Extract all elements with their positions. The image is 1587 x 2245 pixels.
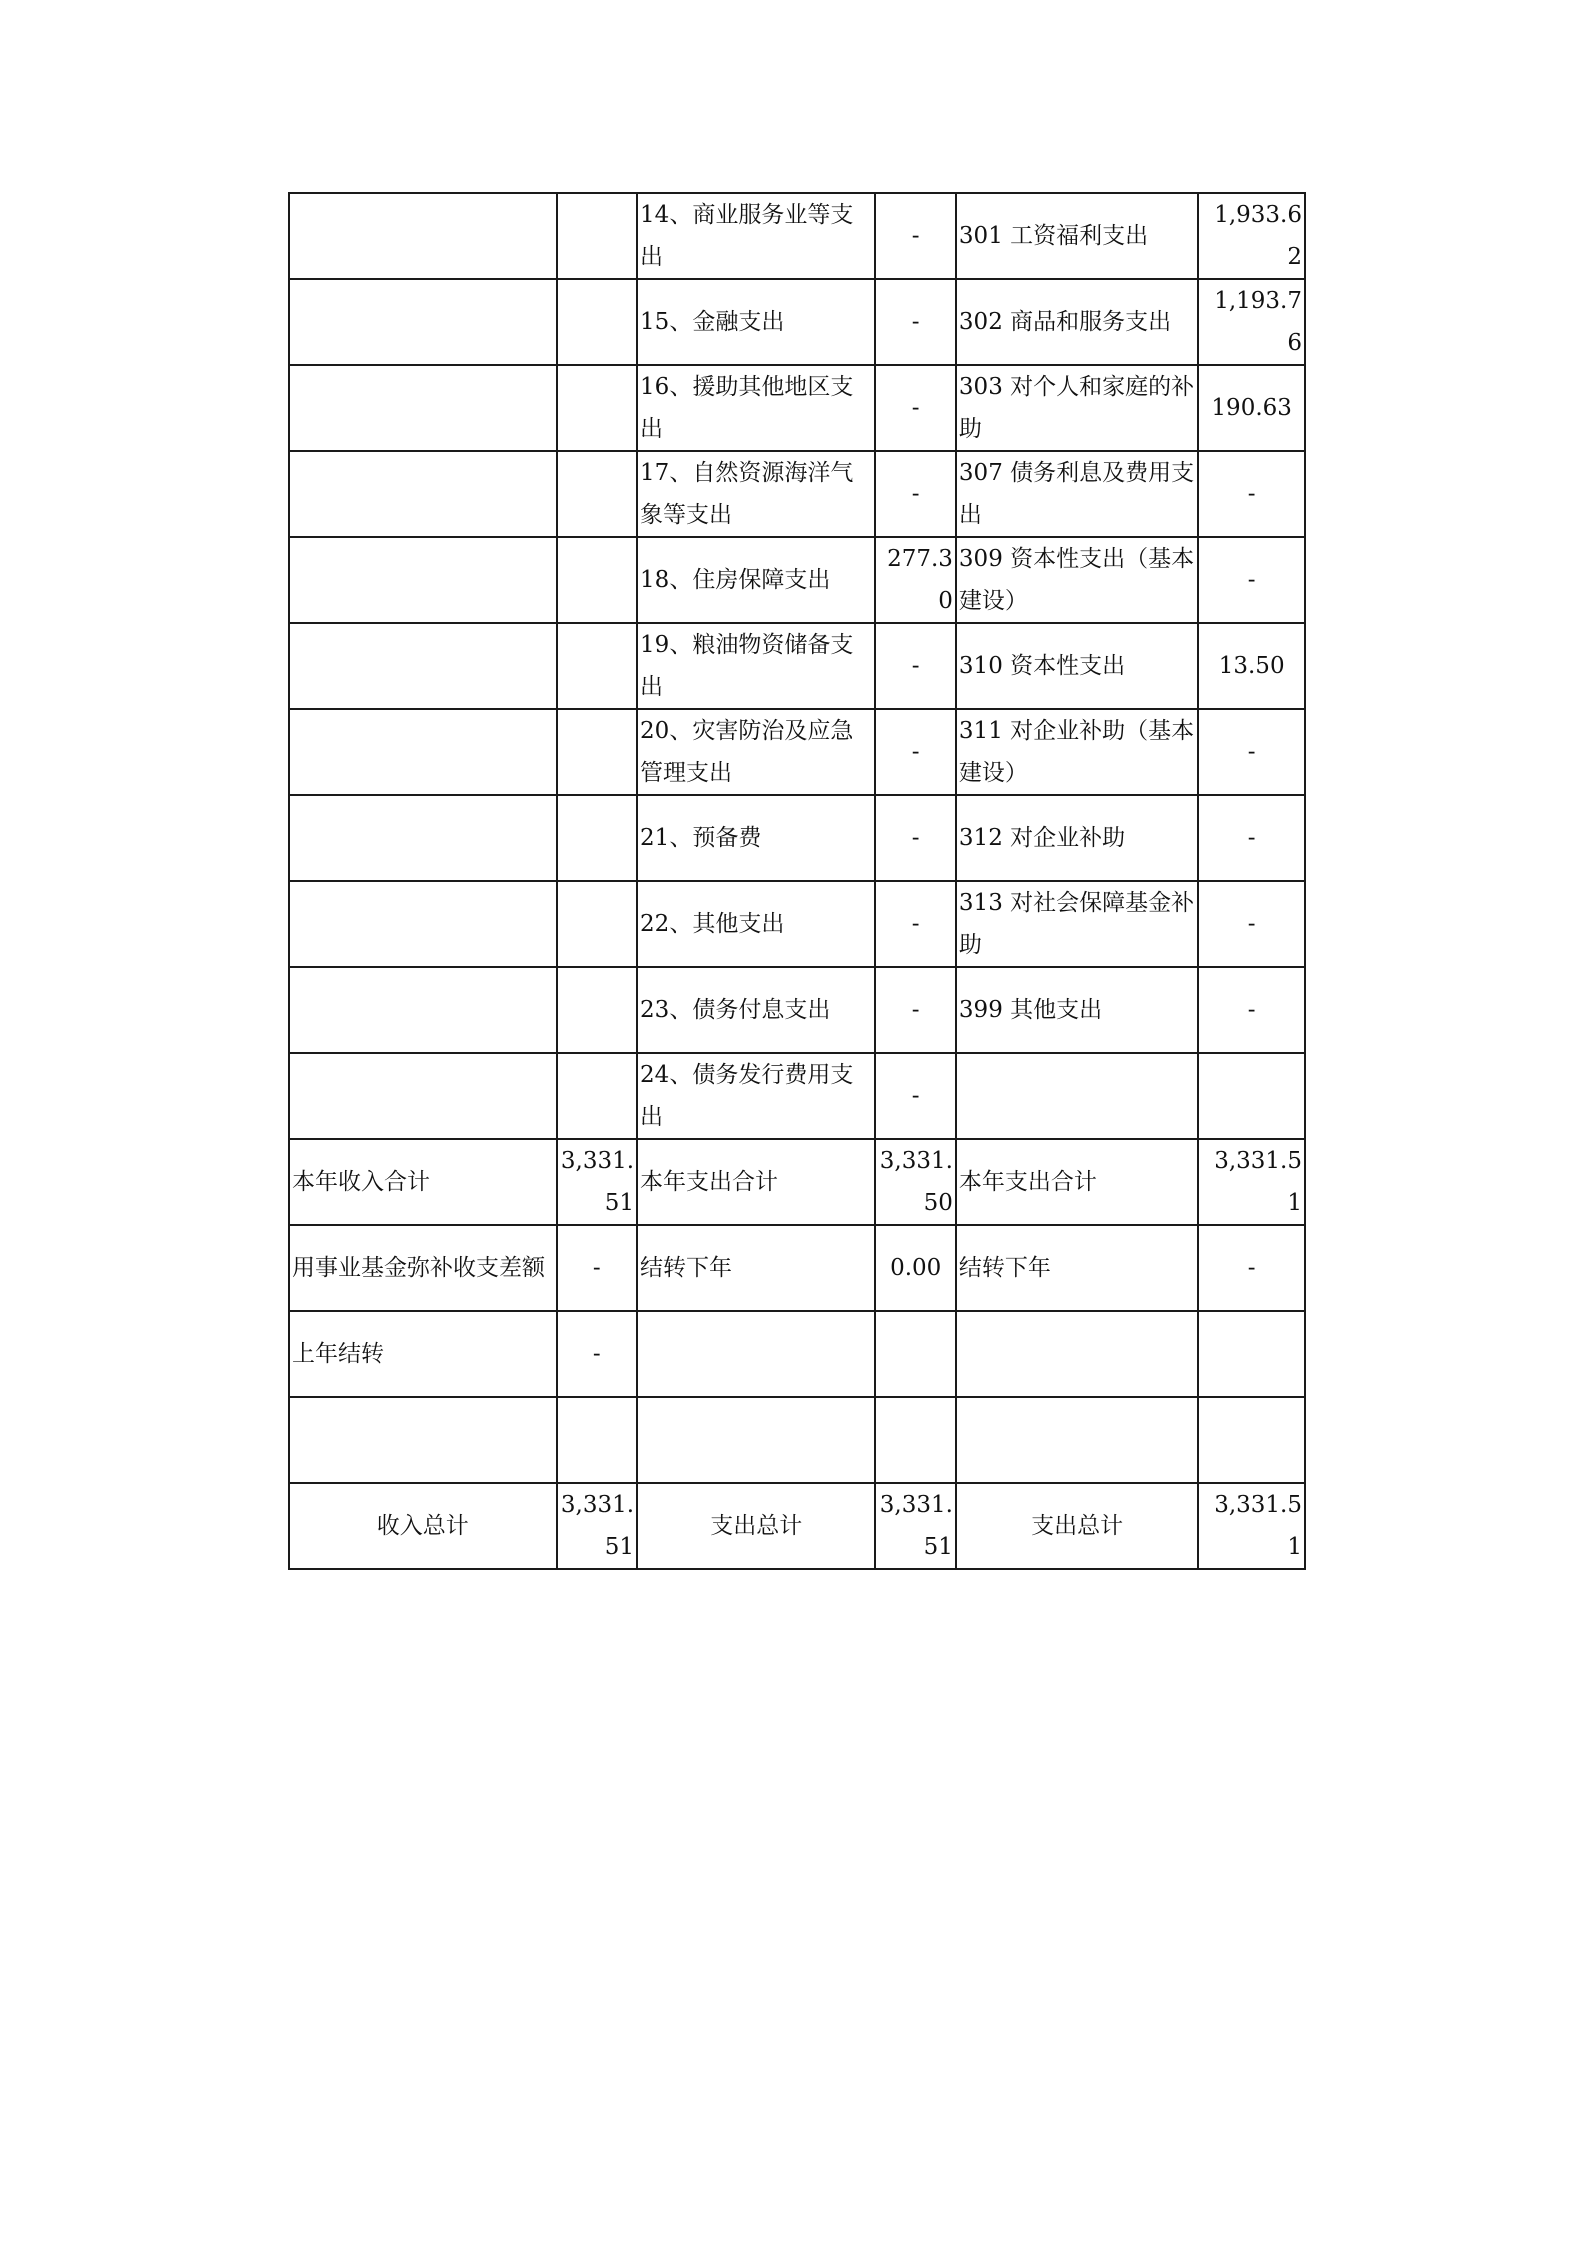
expense-economic-total-amount: 3,331.51 bbox=[1198, 1483, 1305, 1569]
expense-economic-amount-cell: - bbox=[1198, 537, 1305, 623]
income-amount-cell bbox=[557, 795, 637, 881]
expense-function-cell: 24、债务发行费用支出 bbox=[637, 1053, 875, 1139]
income-amount-cell bbox=[557, 193, 637, 279]
income-item-cell bbox=[289, 967, 557, 1053]
table-row bbox=[289, 1139, 1305, 1225]
expense-economic-amount-cell: - bbox=[1198, 709, 1305, 795]
income-amount-cell bbox=[557, 1397, 637, 1483]
income-item-cell bbox=[289, 365, 557, 451]
expense-function-cell: 21、预备费 bbox=[637, 795, 875, 881]
expense-function-cell: 22、其他支出 bbox=[637, 881, 875, 967]
expense-function-amount-cell: - bbox=[875, 795, 955, 881]
income-item-cell bbox=[289, 193, 557, 279]
income-total-label: 收入总计 bbox=[289, 1483, 557, 1569]
expense-economic-amount-cell: 13.50 bbox=[1198, 623, 1305, 709]
expense-function-amount-cell: - bbox=[875, 193, 955, 279]
expense-economic-amount-cell bbox=[1198, 1053, 1305, 1139]
income-item-cell bbox=[289, 1053, 557, 1139]
income-item-cell bbox=[289, 709, 557, 795]
expense-economic-amount-cell: 1,193.76 bbox=[1198, 279, 1305, 365]
expense-economic-amount-cell: - bbox=[1198, 1225, 1305, 1311]
income-amount-cell: - bbox=[557, 1311, 637, 1397]
income-amount-cell bbox=[557, 709, 637, 795]
income-subtotal-label: 本年收入合计 bbox=[289, 1139, 557, 1225]
expense-economic-cell: 302 商品和服务支出 bbox=[956, 279, 1198, 365]
table-row bbox=[289, 623, 1305, 709]
income-amount-cell bbox=[557, 967, 637, 1053]
expense-economic-amount-cell bbox=[1198, 1311, 1305, 1397]
expense-economic-amount-cell: - bbox=[1198, 795, 1305, 881]
expense-economic-subtotal-label: 本年支出合计 bbox=[956, 1139, 1198, 1225]
expense-function-amount-cell: 0.00 bbox=[875, 1225, 955, 1311]
expense-function-subtotal-amount: 3,331.50 bbox=[875, 1139, 955, 1225]
expense-economic-cell: 313 对社会保障基金补助 bbox=[956, 881, 1198, 967]
expense-function-cell: 16、援助其他地区支出 bbox=[637, 365, 875, 451]
expense-economic-amount-cell: - bbox=[1198, 881, 1305, 967]
table-row bbox=[289, 193, 1305, 279]
expense-function-amount-cell bbox=[875, 1311, 955, 1397]
expense-economic-cell: 301 工资福利支出 bbox=[956, 193, 1198, 279]
expense-function-cell: 19、粮油物资储备支出 bbox=[637, 623, 875, 709]
table-row bbox=[289, 709, 1305, 795]
expense-function-amount-cell: - bbox=[875, 451, 955, 537]
table-row bbox=[289, 1311, 1305, 1397]
expense-economic-cell: 310 资本性支出 bbox=[956, 623, 1198, 709]
expense-function-amount-cell: - bbox=[875, 623, 955, 709]
income-item-cell bbox=[289, 451, 557, 537]
expense-function-cell: 17、自然资源海洋气象等支出 bbox=[637, 451, 875, 537]
expense-function-amount-cell: - bbox=[875, 279, 955, 365]
expense-function-cell: 结转下年 bbox=[637, 1225, 875, 1311]
expense-function-amount-cell: - bbox=[875, 1053, 955, 1139]
expense-economic-cell bbox=[956, 1311, 1198, 1397]
income-item-cell bbox=[289, 1397, 557, 1483]
income-amount-cell bbox=[557, 279, 637, 365]
table-row bbox=[289, 279, 1305, 365]
income-amount-cell bbox=[557, 537, 637, 623]
table-row bbox=[289, 1397, 1305, 1483]
income-item-cell: 用事业基金弥补收支差额 bbox=[289, 1225, 557, 1311]
table-row bbox=[289, 1225, 1305, 1311]
expense-economic-amount-cell bbox=[1198, 1397, 1305, 1483]
expense-function-cell: 14、商业服务业等支出 bbox=[637, 193, 875, 279]
expense-economic-amount-cell: - bbox=[1198, 967, 1305, 1053]
income-item-cell bbox=[289, 279, 557, 365]
table-row bbox=[289, 1483, 1305, 1569]
expense-function-total-amount: 3,331.51 bbox=[875, 1483, 955, 1569]
expense-function-amount-cell: 277.30 bbox=[875, 537, 955, 623]
income-item-cell bbox=[289, 623, 557, 709]
income-amount-cell bbox=[557, 365, 637, 451]
expense-function-amount-cell bbox=[875, 1397, 955, 1483]
expense-economic-cell: 309 资本性支出（基本建设） bbox=[956, 537, 1198, 623]
expense-function-amount-cell: - bbox=[875, 967, 955, 1053]
table-row bbox=[289, 365, 1305, 451]
expense-function-amount-cell: - bbox=[875, 365, 955, 451]
expense-economic-cell bbox=[956, 1053, 1198, 1139]
expense-function-cell bbox=[637, 1397, 875, 1483]
income-item-cell bbox=[289, 537, 557, 623]
expense-function-cell bbox=[637, 1311, 875, 1397]
expense-function-cell: 23、债务付息支出 bbox=[637, 967, 875, 1053]
income-amount-cell: - bbox=[557, 1225, 637, 1311]
budget-table-container bbox=[288, 192, 1306, 1570]
table-row bbox=[289, 795, 1305, 881]
income-amount-cell bbox=[557, 623, 637, 709]
expense-function-cell: 20、灾害防治及应急管理支出 bbox=[637, 709, 875, 795]
expense-economic-cell: 311 对企业补助（基本建设） bbox=[956, 709, 1198, 795]
expense-function-amount-cell: - bbox=[875, 881, 955, 967]
table-row bbox=[289, 881, 1305, 967]
income-item-cell bbox=[289, 795, 557, 881]
expense-economic-cell bbox=[956, 1397, 1198, 1483]
expense-function-cell: 18、住房保障支出 bbox=[637, 537, 875, 623]
income-amount-cell bbox=[557, 1053, 637, 1139]
expense-economic-amount-cell: 1,933.62 bbox=[1198, 193, 1305, 279]
income-item-cell bbox=[289, 881, 557, 967]
table-row bbox=[289, 537, 1305, 623]
expense-function-cell: 15、金融支出 bbox=[637, 279, 875, 365]
income-subtotal-amount: 3,331.51 bbox=[557, 1139, 637, 1225]
income-amount-cell bbox=[557, 451, 637, 537]
income-item-cell: 上年结转 bbox=[289, 1311, 557, 1397]
expense-economic-cell: 结转下年 bbox=[956, 1225, 1198, 1311]
expense-function-subtotal-label: 本年支出合计 bbox=[637, 1139, 875, 1225]
expense-economic-amount-cell: - bbox=[1198, 451, 1305, 537]
expense-economic-subtotal-amount: 3,331.51 bbox=[1198, 1139, 1305, 1225]
expense-economic-cell: 399 其他支出 bbox=[956, 967, 1198, 1053]
expense-economic-cell: 307 债务利息及费用支出 bbox=[956, 451, 1198, 537]
income-total-amount: 3,331.51 bbox=[557, 1483, 637, 1569]
expense-economic-amount-cell: 190.63 bbox=[1198, 365, 1305, 451]
expense-economic-cell: 303 对个人和家庭的补助 bbox=[956, 365, 1198, 451]
table-row bbox=[289, 967, 1305, 1053]
expense-function-total-label: 支出总计 bbox=[637, 1483, 875, 1569]
income-amount-cell bbox=[557, 881, 637, 967]
expense-economic-cell: 312 对企业补助 bbox=[956, 795, 1198, 881]
expense-economic-total-label: 支出总计 bbox=[956, 1483, 1198, 1569]
table-row bbox=[289, 451, 1305, 537]
table-row bbox=[289, 1053, 1305, 1139]
expense-function-amount-cell: - bbox=[875, 709, 955, 795]
budget-table bbox=[288, 192, 1306, 1570]
